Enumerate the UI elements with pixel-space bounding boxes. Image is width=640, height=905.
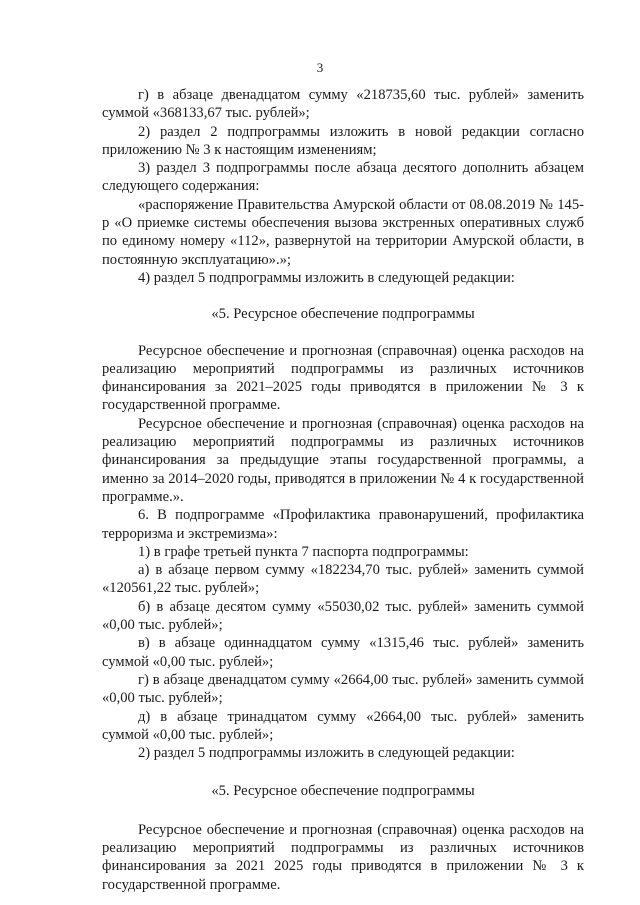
paragraph: д) в абзаце тринадцатом сумму «2664,00 тыс. рублей» заменить суммой «0,00 тыс. рублей»; — [102, 708, 584, 743]
paragraph: 2) раздел 2 подпрограммы изложить в новой редакции согласно приложению № 3 к настоящим изменениям; — [102, 123, 584, 158]
paragraph: 3) раздел 3 подпрограммы после абзаца десятого дополнить абзацем следующего содержания: — [102, 160, 584, 195]
paragraph: Ресурсное обеспечение и прогнозная (справочная) оценка расходов на реализацию мероприятий подпрограммы из различных источников финансирования за 2021–2025 годы приводятся в приложении № 3 к государственной программе. — [102, 342, 584, 414]
section-heading: «5. Ресурсное обеспечение подпрограммы — [211, 306, 475, 323]
paragraph: а) в абзаце первом сумму «182234,70 тыс. рублей» заменить суммой «120561,22 тыс. рублей»; — [102, 562, 584, 597]
paragraph: 1) в графе третьей пункта 7 паспорта подпрограммы: — [138, 543, 469, 560]
paragraph: 2) раздел 5 подпрограммы изложить в следующей редакции: — [138, 745, 515, 762]
paragraph: «распоряжение Правительства Амурской области от 08.08.2019 № 145-р «О приемке системы обеспечения вызова экстренных оперативных служб по единому номеру «112», развернутой на территории Амурской области, в постоянную эксплуатацию».»; — [102, 196, 584, 268]
page-number: 3 — [316, 60, 324, 75]
paragraph: в) в абзаце одиннадцатом сумму «1315,46 тыс. рублей» заменить суммой «0,00 тыс. рублей»; — [102, 635, 584, 670]
paragraph: 6. В подпрограмме «Профилактика правонарушений, профилактика терроризма и экстремизма»: — [102, 507, 584, 542]
paragraph: Ресурсное обеспечение и прогнозная (справочная) оценка расходов на реализацию мероприятий подпрограммы из различных источников финансирования за 2021 2025 годы приводятся в приложении № 3 к государственной программе. — [102, 821, 584, 893]
paragraph: г) в абзаце двенадцатом сумму «218735,60 тыс. рублей» заменить суммой «368133,67 тыс. рублей»; — [102, 87, 584, 122]
paragraph: 4) раздел 5 подпрограммы изложить в следующей редакции: — [138, 269, 515, 286]
paragraph: Ресурсное обеспечение и прогнозная (справочная) оценка расходов на реализацию мероприятий подпрограммы из различных источников финансирования за предыдущие этапы государственной программы, а именно за 2014–2020 годы, приводятся в приложении № 4 к государственной программе.». — [102, 415, 584, 505]
paragraph: б) в абзаце десятом сумму «55030,02 тыс. рублей» заменить суммой «0,00 тыс. рублей»; — [102, 598, 584, 634]
document-body — [102, 86, 584, 894]
paragraph: г) в абзаце двенадцатом сумму «2664,00 тыс. рублей» заменить суммой «0,00 тыс. рублей»; — [102, 671, 584, 707]
section-heading: «5. Ресурсное обеспечение подпрограммы — [211, 783, 475, 800]
